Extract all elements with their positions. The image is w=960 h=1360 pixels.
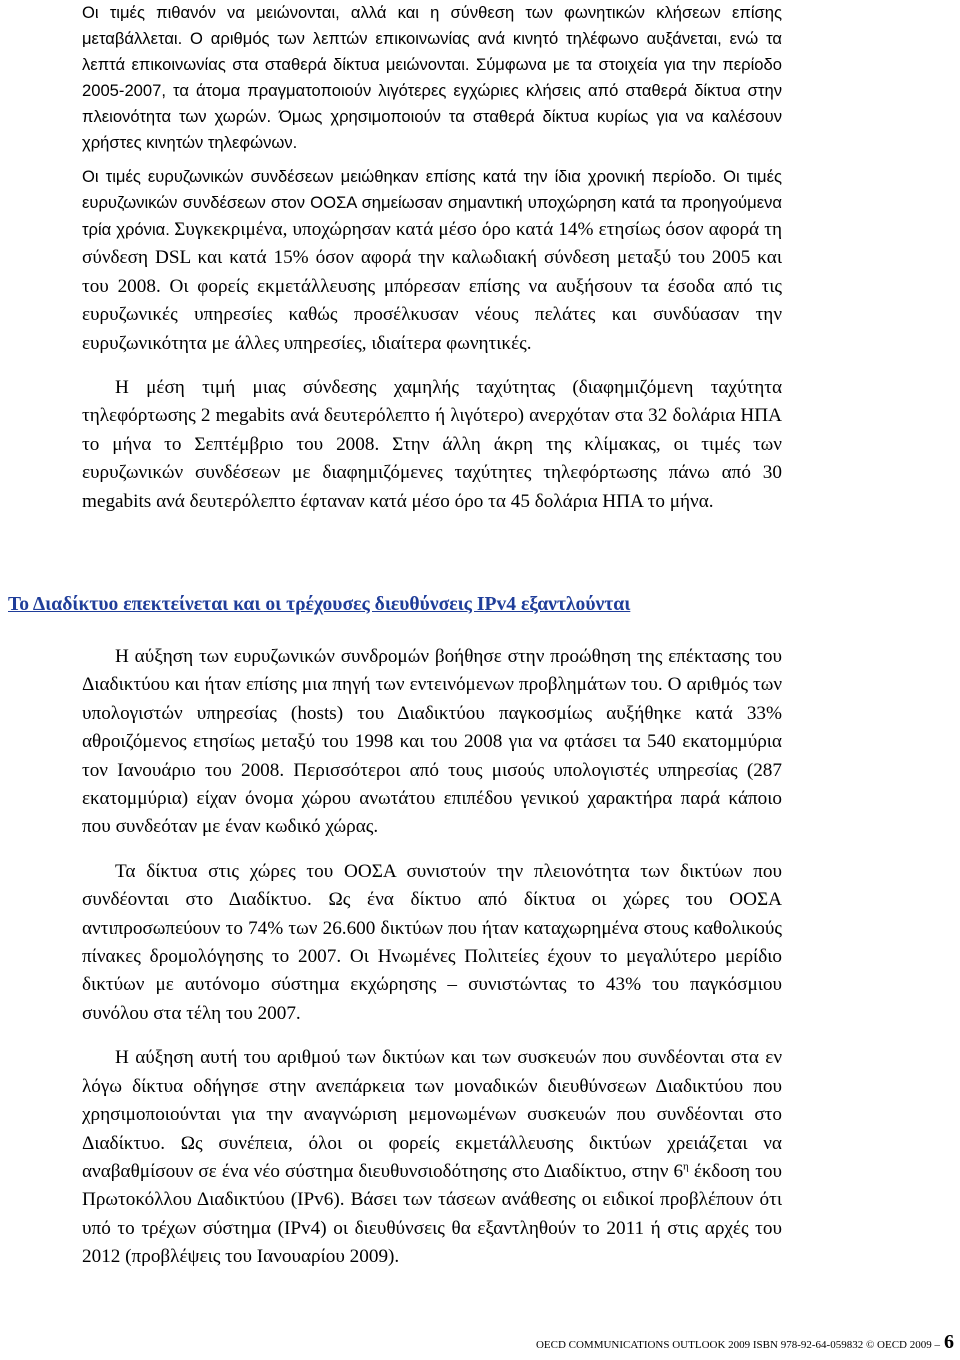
paragraph-broadband-prices-sans: Οι τιμές ευρυζωνικών συνδέσεων μειώθηκαν επίσης κατά την ίδια χρονική περίοδο. Οι τιμές ευρυζωνικών συνδέσεων στον ΟΟΣΑ σημείωσαν σημαντική υποχώρηση κατά τα προηγούμενα τρία χρόνια. (82, 167, 782, 239)
paragraph-oecd-networks: Τα δίκτυα στις χώρες του ΟΟΣΑ συνιστούν την πλειονότητα των δικτύων που συνδέονται στο Διαδίκτυο. Ως ένα δίκτυο από δίκτυα οι χώρες του ΟΟΣΑ αντιπροσωπεύουν το 74% των 26.600 δικτύων που ήταν καταχωρημένα στους καθολικούς πίνακες δρομολόγησης το 2007. Οι Ηνωμένες Πολιτείες έχουν το μεγαλύτερο μερίδιο δικτύων με αυτόνομο σύστημα εκχώρησης – συνιστώντας το 43% του παγκόσμιου συνόλου στα τέλη του 2007. (82, 860, 782, 1024)
paragraph-voice-calls: Οι τιμές πιθανόν να μειώνονται, αλλά και η σύνθεση των φωνητικών κλήσεων επίσης μεταβάλλεται. Ο αριθμός των λεπτών επικοινωνίας ανά κινητό τηλέφωνο αυξάνεται, ενώ τα λεπτά επικοινωνίας στα σταθερά δίκτυα μειώνονται. Σύμφωνα με τα στοιχεία για την περίοδο 2005-2007, τα άτομα πραγματοποιούν λιγότερες εγχώριες κλήσεις από σταθερά δίκτυα στην πλειονότητα των χωρών. Όμως χρησιμοποιούν τα σταθερά δίκτυα κυρίως για να καλέσουν χρήστες κινητών τηλεφώνων. (82, 3, 782, 152)
paragraph-ipv6 (82, 1044, 782, 1271)
paragraph-ipv6-part-a: Η αύξηση αυτή του αριθμού των δικτύων και των συσκευών που συνδέονται στα εν λόγω δίκτυα οδήγησε στην ανεπάρκεια των μοναδικών διευθύνσεων Διαδικτύου που χρησιμοποιούνται για την αναγνώριση μεμονωμένων συσκευών που συνδέονται στο Διαδίκτυο. Ως συνέπεια, όλοι οι φορείς εκμετάλλευσης δικτύων χρειάζεται να αναβαθμίσουν σε ένα νέο σύστημα διευθυνσιοδότησης στο Διαδίκτυο, στην 6 (82, 1047, 782, 1182)
page-number: 6 (944, 1331, 954, 1353)
paragraph-internet-hosts: Η αύξηση των ευρυζωνικών συνδρομών βοήθησε στην προώθηση της επέκτασης του Διαδικτύου και ήταν επίσης μια πηγή των εντεινόμενων προβλημάτων του. Ο αριθμός των υπολογιστών υπηρεσίας (hosts) του Διαδικτύου παγκοσμίως αυξήθηκε κατά 33% αθροιζόμενος ετησίως μεταξύ του 1998 και του 2008 για να φτάσει τα 540 εκατομμύρια τον Ιανουάριο του 2008. Περισσότεροι από τους μισούς υπολογιστές υπηρεσίας (287 εκατομμύρια) είχαν όνομα χώρου ανωτάτου επιπέδου γενικού χαρακτήρα παρά κάποιο που συνδεόταν με έναν κωδικό χώρας. (82, 646, 782, 838)
footer-citation: OECD COMMUNICATIONS OUTLOOK 2009 ISBN 978-92-64-059832 © OECD 2009 – (535, 1339, 940, 1351)
ordinal-superscript: η (683, 1160, 689, 1173)
paragraph-broadband-prices-serif: Συγκεκριμένα, υποχώρησαν κατά μέσο όρο κατά 14% ετησίως όσον αφορά τη σύνδεση DSL και κατά 15% όσον αφορά την καλωδιακή σύνδεση μεταξύ του 2005 και του 2008. Οι φορείς εκμετάλλευσης μπόρεσαν επίσης να αυξήσουν τα έσοδα από τις ευρυζωνικές υπηρεσίες καθώς προσέλκυσαν νέους πελάτες και συνδύασαν την ευρυζωνικότητα με άλλες υπηρεσίες, ιδιαίτερα φωνητικές. (82, 219, 783, 354)
page-footer (536, 1331, 954, 1354)
paragraph-average-price: Η μέση τιμή μιας σύνδεσης χαμηλής ταχύτητας (διαφημιζόμενη ταχύτητα τηλεφόρτωσης 2 megabits ανά δευτερόλεπτο ή λιγότερο) ανερχόταν στα 32 δολάρια ΗΠΑ το μήνα το Σεπτέμβριο του 2008. Στην άλλη άκρη της κλίμακας, οι τιμές των ευρυζωνικών συνδέσεων με διαφημιζόμενες ταχύτητες τηλεφόρτωσης πάνω από 30 megabits ανά δευτερόλεπτο έφταναν κατά μέσο όρο τα 45 δολάρια ΗΠΑ το μήνα. (82, 377, 782, 512)
section-heading: Το Διαδίκτυο επεκτείνεται και οι τρέχουσες διευθύνσεις IPv4 εξαντλούνται (8, 594, 631, 615)
paragraph-ipv6-part-b: έκδοση του Πρωτοκόλλου Διαδικτύου (IPv6). Βάσει των τάσεων ανάθεσης οι ειδικοί προβλέπουν ότι υπό το τρέχων σύστημα (IPv4) οι διευθύνσεις θα εξαντληθούν το 2011 ή στις αρχές του 2012 (προβλέψεις του Ιανουαρίου 2009). (82, 1160, 783, 1268)
section-body (82, 643, 782, 1272)
paragraph-broadband-prices (82, 164, 782, 358)
document-body (82, 0, 782, 516)
